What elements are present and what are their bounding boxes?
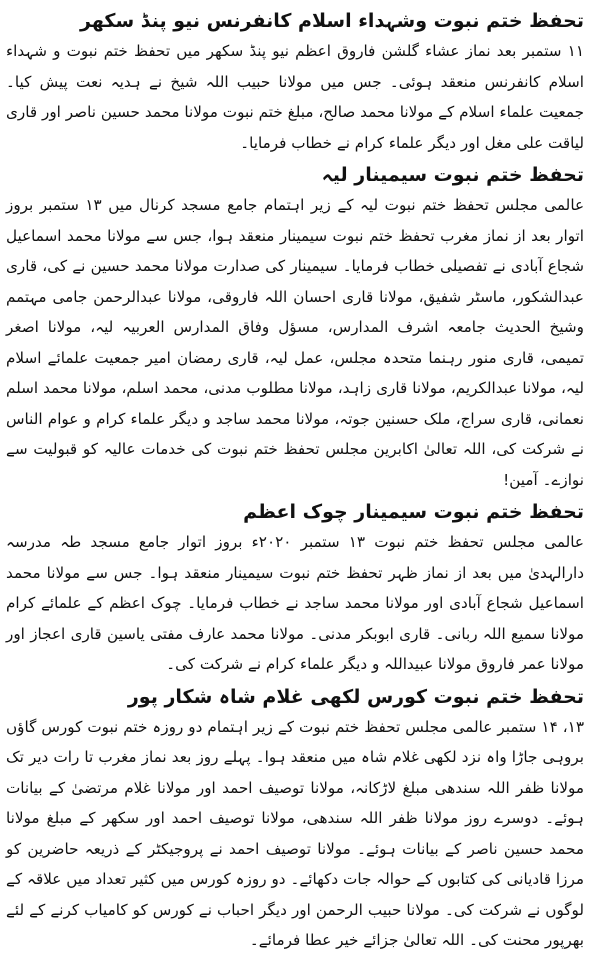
section-heading: تحفظ ختم نبوت سیمینار لیہ [321, 164, 584, 186]
news-section-layyah-seminar [6, 160, 584, 495]
news-section-sukkur-conference [6, 6, 584, 158]
news-section-shikarpur-course [6, 682, 584, 956]
section-body: ۱۳، ۱۴ ستمبر عالمی مجلس تحفظ ختم نبوت کے زیر اہتمام دو روزہ ختم نبوت کورس گاؤں بروہی جاڑا واہ نزد لکھی غلام شاہ میں منعقد ہوا۔ پہلے روز بعد نماز مغرب تا رات دیر تک مولانا ظفر اللہ سندھی مبلغ لاڑکانہ، مولانا توصیف احمد اور مولانا غلام مرتضیٰ کے بیانات ہوئے۔ دوسرے روز مولانا ظفر اللہ سندھی، مولانا توصیف احمد اور سکھر کے مبلغ مولانا محمد حسین ناصر کے بیانات ہوئے۔ مولانا توصیف احمد نے پروجیکٹر کے ذریعہ حاضرین کو مرزا قادیانی کی کتابوں کے حوالہ جات دکھائے۔ دو روزہ کورس میں کثیر تعداد میں علاقہ کے لوگوں نے شرکت کی۔ مولانا حبیب الرحمن اور دیگر احباب نے کورس کو کامیاب کرنے کے لئے بھرپور محنت کی۔ اللہ تعالیٰ جزائے خیر عطا فرمائے۔ [6, 717, 584, 949]
section-heading: تحفظ ختم نبوت وشہداء اسلام کانفرنس نیو پنڈ سکھر [80, 10, 584, 32]
news-section-chowk-azam-seminar [6, 497, 584, 680]
section-body: ۱۱ ستمبر بعد نماز عشاء گلشن فاروق اعظم نیو پنڈ سکھر میں تحفظ ختم نبوت و شہداء اسلام کانفرنس منعقد ہوئی۔ جس میں مولانا حبیب اللہ شیخ نے ہدیہ نعت پیش کیا۔ جمعیت علماء اسلام کے مولانا محمد صالح، مبلغ ختم نبوت مولانا محمد حسین ناصر اور قاری لیاقت علی مغل اور دیگر علماء کرام نے خطاب فرمایا۔ [6, 42, 584, 152]
section-body: عالمی مجلس تحفظ ختم نبوت ۱۳ ستمبر ۲۰۲۰ء بروز اتوار جامع مسجد طہ مدرسہ دارالہدیٰ میں بعد از نماز ظہر تحفظ ختم نبوت سیمینار منعقد ہوا۔ جس سے مولانا محمد اسماعیل شجاع آبادی اور مولانا محمد ساجد نے خطاب فرمایا۔ چوک اعظم کے علمائے کرام مولانا سمیع اللہ ربانی۔ قاری ابوبکر مدنی۔ مولانا محمد عارف مفتی یاسین قاری اعجاز اور مولانا عمر فاروق مولانا عبیداللہ و دیگر علماء کرام نے شرکت کی۔ [6, 533, 584, 673]
section-heading: تحفظ ختم نبوت کورس لکھی غلام شاہ شکار پور [127, 685, 584, 708]
section-body: عالمی مجلس تحفظ ختم نبوت لیہ کے زیر اہتمام جامع مسجد کرنال میں ۱۳ ستمبر بروز اتوار بعد از نماز مغرب تحفظ ختم نبوت سیمینار منعقد ہوا، جس سے مولانا محمد اسماعیل شجاع آبادی نے تفصیلی خطاب فرمایا۔ سیمینار کی صدارت مولانا محمد حسین نے کی، قاری عبدالشکور، ماسٹر شفیق، مولانا قاری احسان اللہ فاروقی، مولانا عبدالرحمن جامی مہتمم وشیخ الحدیث جامعہ اشرف المدارس، مسؤل وفاق المدارس العربیہ لیہ، مولانا اصغر تمیمی، قاری منور رہنما متحدہ مجلس، عمل لیہ، قاری رمضان امیر جمعیت علمائے اسلام لیہ، مولانا عبدالکریم، مولانا قاری زاہد، مولانا مطلوب مدنی، محمد اسلم، مولانا محمد اسلم نعمانی، قاری سراج، ملک حسنین جوتہ، مولانا محمد ساجد و دیگر علماء کرام و عوام الناس نے شرکت کی، اللہ تعالیٰ اکابرین مجلس تحفظ ختم نبوت کی خدمات عالیہ کو قبولیت سے نوازے۔ آمین! [6, 196, 585, 489]
section-heading: تحفظ ختم نبوت سیمینار چوک اعظم [243, 501, 584, 523]
